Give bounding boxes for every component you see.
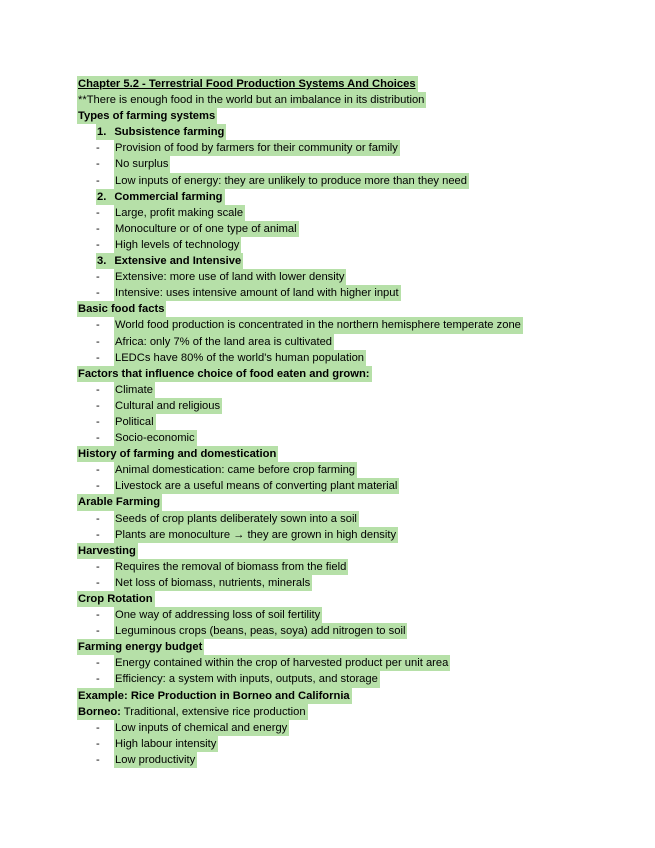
bullet-item [0,478,655,494]
dash-bullet: - Seeds of crop plants deliberately sown into a soil [96,511,100,527]
section-heading: Basic food facts [77,301,166,317]
bullet-item [0,623,655,639]
dash-bullet: - World food production is concentrated in the northern hemisphere temperate zone [96,317,100,333]
section-heading-line [0,494,655,510]
dash-bullet: - Cultural and religious [96,398,100,414]
dash-bullet: - Climate [96,382,100,398]
bullet-item [0,334,655,350]
bullet-text: High labour intensity [114,736,218,752]
dash-bullet: - Large, profit making scale [96,205,100,221]
bullet-item [0,655,655,671]
dash-bullet: - High levels of technology [96,237,100,253]
bullet-item [0,511,655,527]
bullet-item [0,736,655,752]
bullet-item [0,527,655,543]
bullet-item [0,720,655,736]
mixed-line [0,704,655,720]
section-heading-line [0,108,655,124]
bullet-text: Requires the removal of biomass from the field [114,559,348,575]
bullet-item [0,317,655,333]
bullet-text: Energy contained within the crop of harvested product per unit area [114,655,450,671]
bullet-item [0,752,655,768]
bullet-text: Leguminous crops (beans, peas, soya) add nitrogen to soil [114,623,407,639]
bullet-text: High levels of technology [114,237,241,253]
bullet-item [0,221,655,237]
section-heading-line [0,543,655,559]
intro-note: **There is enough food in the world but an imbalance in its distribution [77,92,426,108]
dash-bullet: - Efficiency: a system with inputs, outputs, and storage [96,671,100,687]
dash-bullet: - LEDCs have 80% of the world's human population [96,350,100,366]
dash-bullet: - Low productivity [96,752,100,768]
bullet-item [0,462,655,478]
numbered-item-text [96,253,243,269]
bullet-text: Low inputs of chemical and energy [114,720,289,736]
bullet-item [0,430,655,446]
bullet-text: No surplus [114,156,170,172]
dash-bullet: - Intensive: uses intensive amount of land with higher input [96,285,100,301]
numbered-item [0,124,655,140]
item-label: Subsistence farming [114,126,225,139]
chapter-title: Chapter 5.2 - Terrestrial Food Production Systems And Choices [77,76,418,92]
bullet-item [0,285,655,301]
item-number: 1. [97,126,107,139]
bullet-item [0,140,655,156]
dash-bullet: - One way of addressing loss of soil fertility [96,607,100,623]
bullet-text: Extensive: more use of land with lower density [114,269,346,285]
item-label: Extensive and Intensive [114,255,242,268]
dash-bullet: - Socio-economic [96,430,100,446]
dash-bullet: - Low inputs of chemical and energy [96,720,100,736]
dash-bullet: - Africa: only 7% of the land area is cultivated [96,334,100,350]
bullet-text: Provision of food by farmers for their community or family [114,140,400,156]
bullet-text: Political [114,414,156,430]
section-heading-line [0,591,655,607]
document-page [0,76,655,768]
dash-bullet: - Net loss of biomass, nutrients, minerals [96,575,100,591]
bullet-text: Intensive: uses intensive amount of land with higher input [114,285,401,301]
bullet-text: Seeds of crop plants deliberately sown into a soil [114,511,359,527]
bullet-item [0,559,655,575]
dash-bullet: - No surplus [96,156,100,172]
bullet-text: Low inputs of energy: they are unlikely to produce more than they need [114,173,469,189]
dash-bullet: - Plants are monoculture → they are grown in high density [96,527,100,543]
section-heading-line [0,688,655,704]
section-heading-line [0,366,655,382]
numbered-item [0,253,655,269]
bullet-item [0,350,655,366]
mixed-text [77,704,308,720]
bullet-text: Large, profit making scale [114,205,245,221]
mixed-bold-label: Borneo: [78,705,121,718]
bullet-text: Efficiency: a system with inputs, outputs, and storage [114,671,380,687]
section-heading: History of farming and domestication [77,446,278,462]
dash-bullet: - Requires the removal of biomass from the field [96,559,100,575]
section-heading: Crop Rotation [77,591,155,607]
mixed-rest: Traditional, extensive rice production [120,705,306,718]
item-label: Commercial farming [114,190,223,203]
bullet-item [0,156,655,172]
item-number: 2. [97,190,107,203]
bullet-text: Africa: only 7% of the land area is cultivated [114,334,334,350]
bullet-item [0,205,655,221]
numbered-item [0,189,655,205]
dash-bullet: - Extensive: more use of land with lower density [96,269,100,285]
bullet-item [0,575,655,591]
dash-bullet: - Leguminous crops (beans, peas, soya) add nitrogen to soil [96,623,100,639]
dash-bullet: - Energy contained within the crop of harvested product per unit area [96,655,100,671]
bullet-text: Net loss of biomass, nutrients, minerals [114,575,312,591]
dash-bullet: - Monoculture or of one type of animal [96,221,100,237]
section-heading: Farming energy budget [77,639,204,655]
section-heading-line [0,446,655,462]
bullet-text: World food production is concentrated in the northern hemisphere temperate zone [114,317,523,333]
bullet-item [0,607,655,623]
section-heading: Arable Farming [77,494,162,510]
section-heading-line [0,301,655,317]
dash-bullet: - Provision of food by farmers for their community or family [96,140,100,156]
bullet-item [0,237,655,253]
section-heading: Harvesting [77,543,138,559]
bullet-text: Climate [114,382,155,398]
bullet-text: LEDCs have 80% of the world's human population [114,350,366,366]
bullet-text: Monoculture or of one type of animal [114,221,299,237]
bullet-text: Plants are monoculture → they are grown in high density [114,527,398,543]
numbered-item-text [96,189,225,205]
bullet-item [0,269,655,285]
bullet-text: Livestock are a useful means of converting plant material [114,478,399,494]
bullet-text: One way of addressing loss of soil fertility [114,607,322,623]
item-number: 3. [97,255,107,268]
bullet-text: Socio-economic [114,430,197,446]
bullet-item [0,398,655,414]
dash-bullet: - Political [96,414,100,430]
note-line [0,92,655,108]
section-heading: Types of farming systems [77,108,217,124]
bullet-item [0,382,655,398]
bullet-item [0,414,655,430]
bullet-item [0,173,655,189]
section-heading: Example: Rice Production in Borneo and California [77,688,352,704]
section-heading: Factors that influence choice of food eaten and grown: [77,366,372,382]
title-line [0,76,655,92]
numbered-item-text [96,124,226,140]
dash-bullet: - High labour intensity [96,736,100,752]
dash-bullet: - Low inputs of energy: they are unlikely to produce more than they need [96,173,100,189]
bullet-item [0,671,655,687]
dash-bullet: - Livestock are a useful means of converting plant material [96,478,100,494]
bullet-text: Cultural and religious [114,398,222,414]
dash-bullet: - Animal domestication: came before crop farming [96,462,100,478]
bullet-text: Low productivity [114,752,197,768]
section-heading-line [0,639,655,655]
bullet-text: Animal domestication: came before crop farming [114,462,357,478]
notes-content [0,108,655,768]
